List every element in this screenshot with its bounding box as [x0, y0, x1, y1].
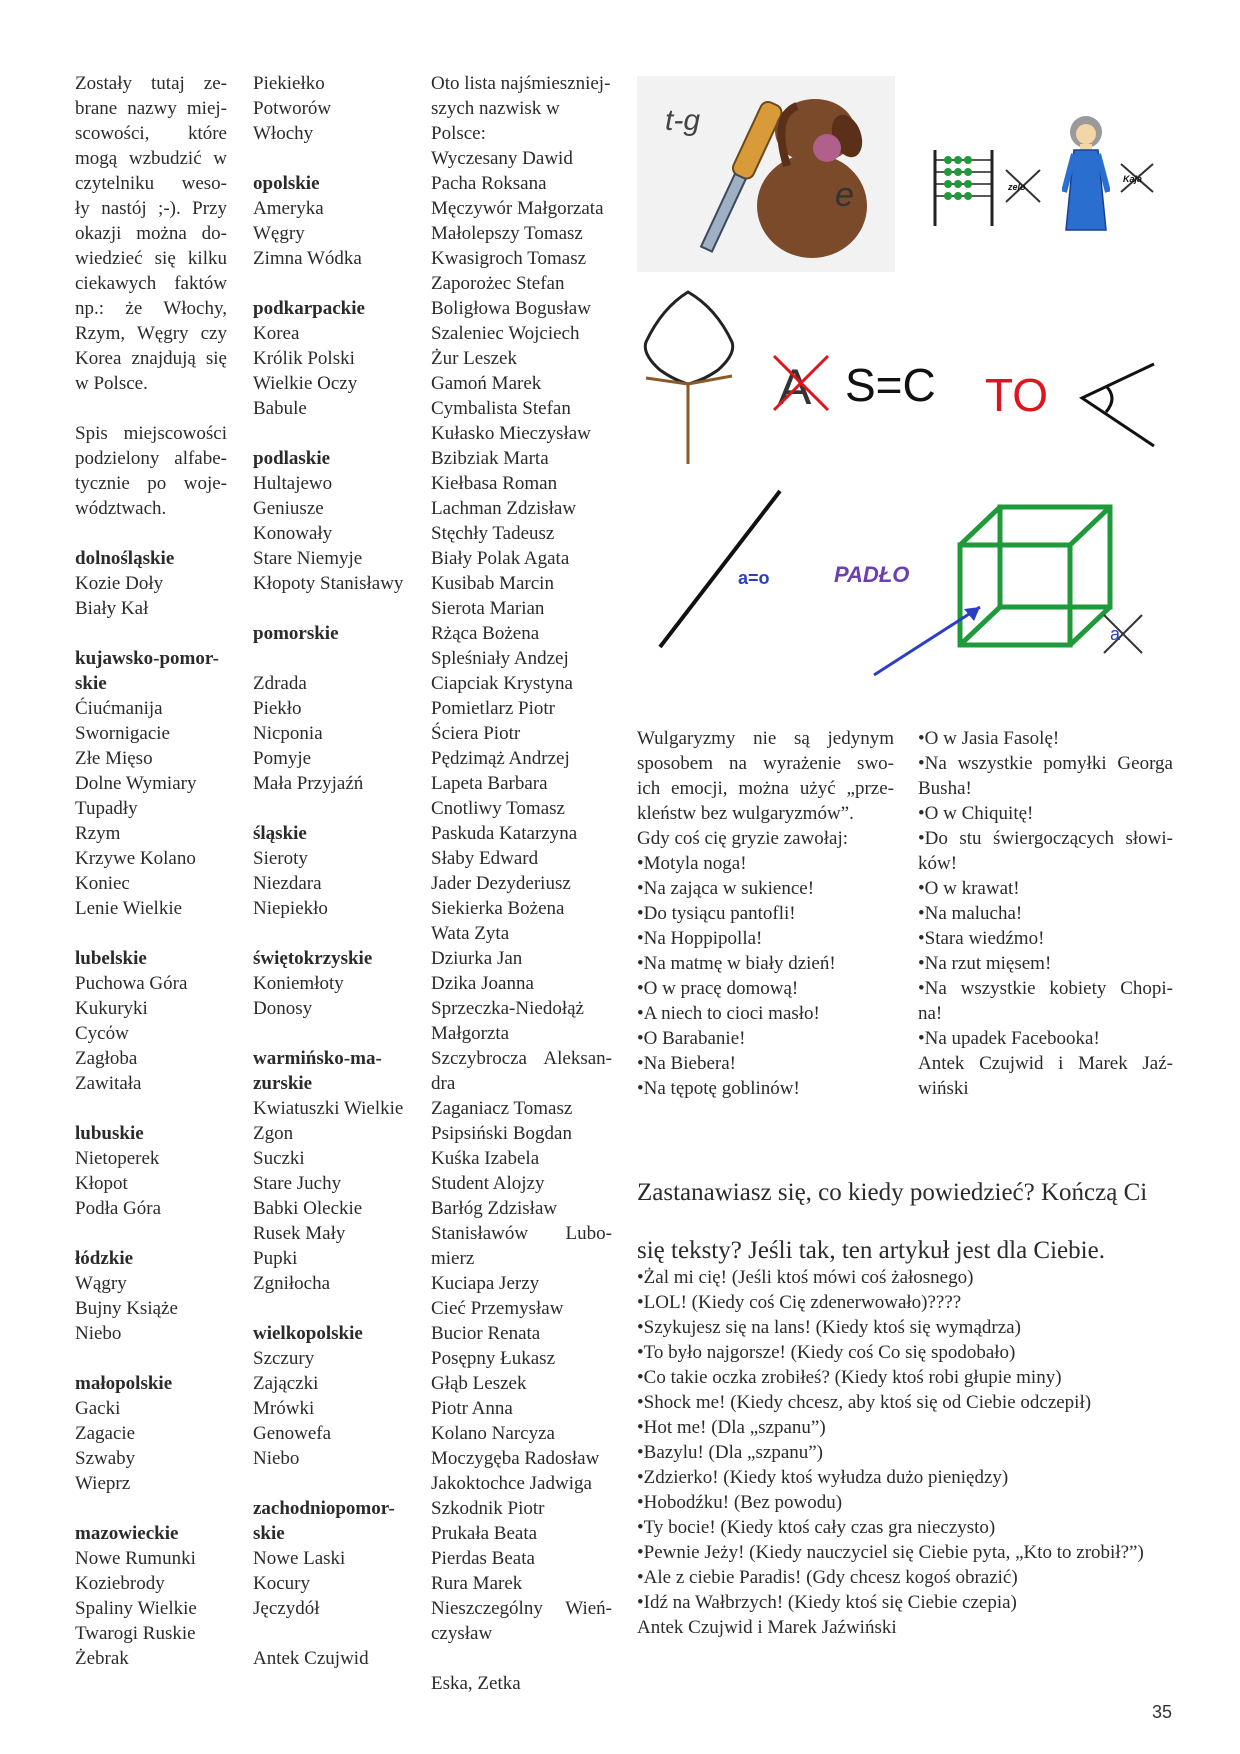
phrase-item: •Idź na Wałbrzych! (Kiedy ktoś się Ciebie czepia): [637, 1592, 1017, 1613]
town-name: Pupki: [253, 1248, 298, 1269]
town-name: Włochy: [253, 123, 314, 144]
town-name: Rusek Mały: [253, 1223, 346, 1244]
eye-angle-drawing: [1078, 360, 1158, 450]
town-name: Geniusze: [253, 498, 324, 519]
surname-entry: Gamoń Marek: [431, 373, 542, 394]
exclamation-item: •O w Jasia Fasolę!: [918, 728, 1060, 749]
region-heading: kujawsko-pomor-: [75, 648, 219, 669]
region-heading: zachodniopomor-: [253, 1498, 395, 1519]
intro-line: ich emocji, można użyć „prze-: [637, 778, 894, 799]
column-1: [75, 71, 227, 1671]
town-name: Zdrada: [253, 673, 307, 694]
surname-entry: Cymbalista Stefan: [431, 398, 571, 419]
town-name: Korea: [253, 323, 300, 344]
region-heading: dolnośląskie: [75, 548, 175, 569]
town-name: Kukuryki: [75, 998, 148, 1019]
old-woman-picture: [1062, 112, 1110, 236]
town-name: Pomyje: [253, 748, 312, 769]
intro-line: wództwach.: [75, 498, 167, 519]
town-name: Gacki: [75, 1398, 121, 1419]
town-name: Swornigacie: [75, 723, 170, 744]
town-name: Mała Przyjaźń: [253, 773, 364, 794]
town-name: Potworów: [253, 98, 332, 119]
surname-entry: Siekierka Bożena: [431, 898, 565, 919]
cube-drawing: [870, 495, 1170, 685]
surname-entry: Rżąca Bożena: [431, 623, 540, 644]
abacus-picture: [930, 150, 1000, 226]
intro-line: np.: że Włochy,: [75, 298, 227, 319]
phrase-item: •Hot me! (Dla „szpanu”): [637, 1417, 826, 1438]
surname-entry: Kwasigroch Tomasz: [431, 248, 587, 269]
surname-entry: Dziurka Jan: [431, 948, 523, 969]
region-heading: skie: [253, 1523, 285, 1544]
surname-entry: Pacha Roksana: [431, 173, 547, 194]
town-name: Piekiełko: [253, 73, 325, 94]
surname-entry: Małolepszy Tomasz: [431, 223, 583, 244]
surname-entry: Stanisławów Lubo-: [431, 1223, 612, 1244]
surname-entry: Sprzeczka-Niedołąż: [431, 998, 584, 1019]
spacer: [253, 646, 409, 671]
phrase-item: •Co takie oczka zrobiłeś? (Kiedy ktoś robi głupie miny): [637, 1367, 1062, 1388]
region-heading: łódzkie: [75, 1248, 134, 1269]
exclamation-item: •Na wszystkie kobiety Chopi-: [918, 978, 1173, 999]
town-name: Stare Juchy: [253, 1173, 342, 1194]
exclamation-item: •O w pracę domową!: [637, 978, 799, 999]
spacer: [75, 521, 227, 546]
spacer: [75, 396, 227, 421]
exclamation-item: •Na matmę w biały dzień!: [637, 953, 836, 974]
phrase-item: •Szykujesz się na lans! (Kiedy ktoś się wymądrza): [637, 1317, 1021, 1338]
town-name: Koziebrody: [75, 1573, 165, 1594]
town-name: Kłopot: [75, 1173, 128, 1194]
surname-entry: Wyczesany Dawid: [431, 148, 573, 169]
town-name: Nowe Rumunki: [75, 1548, 196, 1569]
surname-entry: Żur Leszek: [431, 348, 517, 369]
spacer: [253, 1621, 409, 1646]
exclamation-item: •Motyla noga!: [637, 853, 747, 874]
intro-line: Wulgaryzmy nie są jedynym: [637, 728, 894, 749]
surname-entry: Jader Dezyderiusz: [431, 873, 571, 894]
crossed-letter-a: [770, 352, 832, 414]
phrase-item: •Ale z ciebie Paradis! (Gdy chcesz kogoś obrazić): [637, 1567, 1018, 1588]
surname-entry: Zaganiacz Tomasz: [431, 1098, 573, 1119]
surname-entry: Rura Marek: [431, 1573, 523, 1594]
surname-entry: Kułasko Mieczysław: [431, 423, 591, 444]
surname-entry: Kolano Narcyza: [431, 1423, 555, 1444]
surname-entry: Cnotliwy Tomasz: [431, 798, 565, 819]
dog-and-chisel-picture: [637, 76, 895, 272]
town-name: Spaliny Wielkie: [75, 1598, 197, 1619]
exclamation-item: •Na malucha!: [918, 903, 1023, 924]
surname-entry: Wata Zyta: [431, 923, 510, 944]
region-heading: zurskie: [253, 1073, 313, 1094]
surname-entry: Nieszczególny Wień-: [431, 1598, 612, 1619]
surname-entry: Pierdas Beata: [431, 1548, 535, 1569]
town-name: Hultajewo: [253, 473, 333, 494]
spacer: [75, 621, 227, 646]
intro-line: Zostały tutaj ze-: [75, 73, 227, 94]
town-name: Wielkie Oczy: [253, 373, 358, 394]
town-name: Niebo: [75, 1323, 122, 1344]
word-to: TO: [985, 369, 1049, 421]
lead-line: się teksty? Jeśli tak, ten artykuł jest dla Ciebie.: [637, 1237, 1105, 1264]
exclamation-item: •A niech to cioci masło!: [637, 1003, 820, 1024]
surname-entry: Zaporożec Stefan: [431, 273, 565, 294]
surname-entry: Męczywór Małgorzata: [431, 198, 604, 219]
intro-line: Spis miejscowości: [75, 423, 227, 444]
exclamation-item: •Na zająca w sukience!: [637, 878, 815, 899]
region-heading: śląskie: [253, 823, 307, 844]
surname-entry: Kuciapa Jerzy: [431, 1273, 540, 1294]
column-5: [918, 726, 1173, 1101]
town-name: Sieroty: [253, 848, 308, 869]
town-name: Ćiućmanija: [75, 698, 163, 719]
region-heading: skie: [75, 673, 107, 694]
label-a: a: [1110, 624, 1121, 644]
exclamation-item: •Na upadek Facebooka!: [918, 1028, 1100, 1049]
exclamation-item: •O Barabanie!: [637, 1028, 746, 1049]
town-name: Puchowa Góra: [75, 973, 188, 994]
exclamation-item: •O w Chiquitę!: [918, 803, 1034, 824]
spacer: [253, 1021, 409, 1046]
column-3: [431, 71, 612, 1696]
spacer: [253, 421, 409, 446]
exclamation-item: •Do stu świergoczących słowi-: [918, 828, 1173, 849]
intro-line: ły nastój ;-). Przy: [75, 198, 227, 219]
author-line: Eska, Zetka: [431, 1673, 521, 1694]
intro-line: brane nazwy miej-: [75, 98, 227, 119]
spacer: [253, 796, 409, 821]
town-name: Zgon: [253, 1123, 294, 1144]
tag-e: e: [835, 176, 854, 214]
surname-entry: Szczybrocza Aleksan-: [431, 1048, 612, 1069]
town-name: Kwiatuszki Wielkie: [253, 1098, 404, 1119]
surname-entry: Lapeta Barbara: [431, 773, 548, 794]
town-name: Genowefa: [253, 1423, 332, 1444]
town-name: Szwaby: [75, 1448, 136, 1469]
exclamation-item: ków!: [918, 853, 958, 874]
surname-entry: Pomietlarz Piotr: [431, 698, 556, 719]
town-name: Koniec: [75, 873, 130, 894]
surname-entry: Głąb Leszek: [431, 1373, 527, 1394]
town-name: Żebrak: [75, 1648, 129, 1669]
author-line: Antek Czujwid i Marek Jaź-: [918, 1053, 1173, 1074]
surname-entry: Małgorzta: [431, 1023, 510, 1044]
spacer: [75, 921, 227, 946]
phrase-item: •Shock me! (Kiedy chcesz, aby ktoś się od Ciebie odczepił): [637, 1392, 1092, 1413]
spacer: [253, 596, 409, 621]
town-name: Tupadły: [75, 798, 138, 819]
intro-line: Korea znajdują się: [75, 348, 227, 369]
tag-zelo: zelo: [1008, 182, 1026, 192]
surname-entry: Prukała Beata: [431, 1523, 538, 1544]
town-name: Zimna Wódka: [253, 248, 362, 269]
town-name: Ameryka: [253, 198, 324, 219]
column-4: [637, 726, 894, 1101]
town-name: Złe Mięso: [75, 748, 153, 769]
label-a-equals-o: a=o: [738, 568, 770, 588]
surname-entry: Biały Polak Agata: [431, 548, 570, 569]
town-name: Kozie Doły: [75, 573, 164, 594]
town-name: Babule: [253, 398, 307, 419]
town-name: Węgry: [253, 223, 305, 244]
surname-entry: Moczygęba Radosław: [431, 1448, 600, 1469]
intro-line: Rzym, Węgry czy: [75, 323, 227, 344]
town-name: Niebo: [253, 1448, 300, 1469]
town-name: Zgniłocha: [253, 1273, 331, 1294]
intro-line: ciekawych faktów: [75, 273, 227, 294]
region-heading: opolskie: [253, 173, 320, 194]
town-name: Suczki: [253, 1148, 305, 1169]
intro-line: kleństw bez wulgaryzmów”.: [637, 803, 854, 824]
town-name: Rzym: [75, 823, 121, 844]
town-name: Nicponia: [253, 723, 323, 744]
tag-tg: t-g: [665, 104, 701, 137]
phrase-item: •LOL! (Kiedy coś Cię zdenerwowało)????: [637, 1292, 962, 1313]
town-name: Wieprz: [75, 1473, 131, 1494]
column-6: [637, 1265, 1197, 1640]
surname-entry: Paskuda Katarzyna: [431, 823, 578, 844]
region-heading: lubuskie: [75, 1123, 144, 1144]
town-name: Kocury: [253, 1573, 310, 1594]
spacer: [75, 1346, 227, 1371]
surname-entry: Spleśniały Andzej: [431, 648, 569, 669]
spacer: [253, 271, 409, 296]
surname-entry: Bzibziak Marta: [431, 448, 549, 469]
region-heading: warmińsko-ma-: [253, 1048, 382, 1069]
surname-entry: Stęchły Tadeusz: [431, 523, 555, 544]
page-number: 35: [1152, 1702, 1173, 1722]
phrase-item: •Żal mi cię! (Jeśli ktoś mówi coś żałosnego): [637, 1267, 974, 1288]
exclamation-item: •Stara wiedźmo!: [918, 928, 1045, 949]
intro-line: sposobem na wyrażenie swo-: [637, 753, 894, 774]
exclamation-item: na!: [918, 1003, 943, 1024]
crossed-kaja: [1117, 158, 1157, 198]
author-line: Antek Czujwid i Marek Jaźwiński: [637, 1617, 897, 1638]
intro-line: w Polsce.: [75, 373, 148, 394]
region-heading: wielkopolskie: [253, 1323, 363, 1344]
exclamation-item: •O w krawat!: [918, 878, 1020, 899]
town-name: Nietoperek: [75, 1148, 160, 1169]
town-name: Donosy: [253, 998, 313, 1019]
equation-s-c: S=C: [845, 359, 936, 411]
phrase-item: •To było najgorsze! (Kiedy coś Co się spodobało): [637, 1342, 1016, 1363]
phrase-item: •Zdzierko! (Kiedy ktoś wyłudza dużo pieniędzy): [637, 1467, 1009, 1488]
label-padlo: PADŁO: [834, 562, 910, 587]
exclamation-item: •Na tępotę goblinów!: [637, 1078, 800, 1099]
exclamation-item: •Na Hoppipolla!: [637, 928, 763, 949]
town-name: Biały Kał: [75, 598, 149, 619]
spacer: [253, 921, 409, 946]
surname-entry: Posępny Łukasz: [431, 1348, 556, 1369]
town-name: Szczury: [253, 1348, 315, 1369]
surname-entry: Ciapciak Krystyna: [431, 673, 573, 694]
spacer: [253, 1471, 409, 1496]
slingshot-drawing: [640, 288, 740, 468]
author-line: wiński: [918, 1078, 969, 1099]
region-heading: podlaskie: [253, 448, 331, 469]
spacer: [431, 1646, 612, 1671]
surname-entry: Kuśka Izabela: [431, 1148, 540, 1169]
town-name: Nowe Laski: [253, 1548, 346, 1569]
letter-a: A: [778, 359, 812, 414]
town-name: Twarogi Ruskie: [75, 1623, 196, 1644]
town-name: Stare Niemyje: [253, 548, 363, 569]
town-name: Krzywe Kolano: [75, 848, 196, 869]
surname-entry: Szkodnik Piotr: [431, 1498, 545, 1519]
surname-entry: Kiełbasa Roman: [431, 473, 558, 494]
intro-line: tycznie po woje-: [75, 473, 227, 494]
town-name: Bujny Książe: [75, 1298, 178, 1319]
town-name: Jęczydół: [253, 1598, 320, 1619]
surname-entry: dra: [431, 1073, 456, 1094]
surname-entry: Dzika Joanna: [431, 973, 534, 994]
region-heading: lubelskie: [75, 948, 147, 969]
exclamation-item: •Do tysiącu pantofli!: [637, 903, 796, 924]
town-name: Mrówki: [253, 1398, 315, 1419]
town-name: Królik Polski: [253, 348, 355, 369]
town-name: Podła Góra: [75, 1198, 162, 1219]
town-name: Zawitała: [75, 1073, 142, 1094]
surname-entry: Cieć Przemysław: [431, 1298, 564, 1319]
column-2: [253, 71, 409, 1671]
town-name: Lenie Wielkie: [75, 898, 183, 919]
town-name: Zajączki: [253, 1373, 319, 1394]
town-name: Niezdara: [253, 873, 322, 894]
town-name: Wągry: [75, 1273, 127, 1294]
town-name: Dolne Wymiary: [75, 773, 197, 794]
tag-kaja: Kaja: [1123, 174, 1143, 184]
exclamation-item: Busha!: [918, 778, 972, 799]
surname-entry: czysław: [431, 1623, 493, 1644]
spacer: [75, 1221, 227, 1246]
intro-line: szych nazwisk w Polsce:: [431, 98, 560, 144]
intro-line: okazji można do-: [75, 223, 227, 244]
surname-entry: Słaby Edward: [431, 848, 539, 869]
intro-line: wiedzieć się kilku: [75, 248, 227, 269]
surname-entry: Jakoktochce Jadwiga: [431, 1473, 592, 1494]
region-heading: pomorskie: [253, 623, 339, 644]
exclamation-item: •Na wszystkie pomyłki Georga: [918, 753, 1173, 774]
phrase-item: •Bazylu! (Dla „szpanu”): [637, 1442, 824, 1463]
lead-line: Zastanawiasz się, co kiedy powiedzieć? Kończą Ci: [637, 1179, 1148, 1206]
surname-entry: Barłóg Zdzisław: [431, 1198, 558, 1219]
exclamation-item: •Na rzut mięsem!: [918, 953, 1052, 974]
intro-line: Oto lista najśmieszniej-: [431, 73, 611, 94]
spacer: [253, 1296, 409, 1321]
surname-entry: Bucior Renata: [431, 1323, 541, 1344]
surname-entry: Psipsiński Bogdan: [431, 1123, 572, 1144]
town-name: Zagłoba: [75, 1048, 138, 1069]
surname-entry: Student Alojzy: [431, 1173, 545, 1194]
surname-entry: Szaleniec Wojciech: [431, 323, 580, 344]
surname-entry: Piotr Anna: [431, 1398, 513, 1419]
exclamation-item: •Na Biebera!: [637, 1053, 736, 1074]
region-heading: podkarpackie: [253, 298, 365, 319]
surname-entry: Kusibab Marcin: [431, 573, 554, 594]
phrase-item: •Hobodźku! (Bez powodu): [637, 1492, 843, 1513]
region-heading: małopolskie: [75, 1373, 173, 1394]
region-heading: mazowieckie: [75, 1523, 179, 1544]
town-name: Konowały: [253, 523, 333, 544]
surname-entry: mierz: [431, 1248, 475, 1269]
intro-line: scowości, które: [75, 123, 227, 144]
phrase-item: •Ty bocie! (Kiedy ktoś cały czas gra nieczysto): [637, 1517, 996, 1538]
spacer: [253, 146, 409, 171]
town-name: Niepiekło: [253, 898, 328, 919]
town-name: Kłopoty Stanisławy: [253, 573, 404, 594]
town-name: Koniemłoty: [253, 973, 344, 994]
surname-entry: Lachman Zdzisław: [431, 498, 577, 519]
town-name: Babki Oleckie: [253, 1198, 363, 1219]
surname-entry: Sierota Marian: [431, 598, 545, 619]
surname-entry: Pędzimąż Andrzej: [431, 748, 570, 769]
surname-entry: Boligłowa Bogusław: [431, 298, 591, 319]
intro-line: podzielony alfabe-: [75, 448, 227, 469]
town-name: Cycόw: [75, 1023, 129, 1044]
spacer: [75, 1096, 227, 1121]
intro-line: czytelniku weso-: [75, 173, 227, 194]
town-name: Piekło: [253, 698, 302, 719]
town-name: Zagacie: [75, 1423, 136, 1444]
author-line: Antek Czujwid: [253, 1648, 369, 1669]
phrase-item: •Pewnie Jeży! (Kiedy nauczyciel się Ciebie pyta, „Kto to zrobił?”): [637, 1542, 1144, 1563]
surname-entry: Ściera Piotr: [431, 723, 521, 744]
region-heading: świętokrzyskie: [253, 948, 373, 969]
spacer: [75, 1496, 227, 1521]
crossed-zelo: [1002, 166, 1044, 206]
intro-line: Gdy coś cię gryzie zawołaj:: [637, 828, 849, 849]
intro-line: mogą wzbudzić w: [75, 148, 227, 169]
